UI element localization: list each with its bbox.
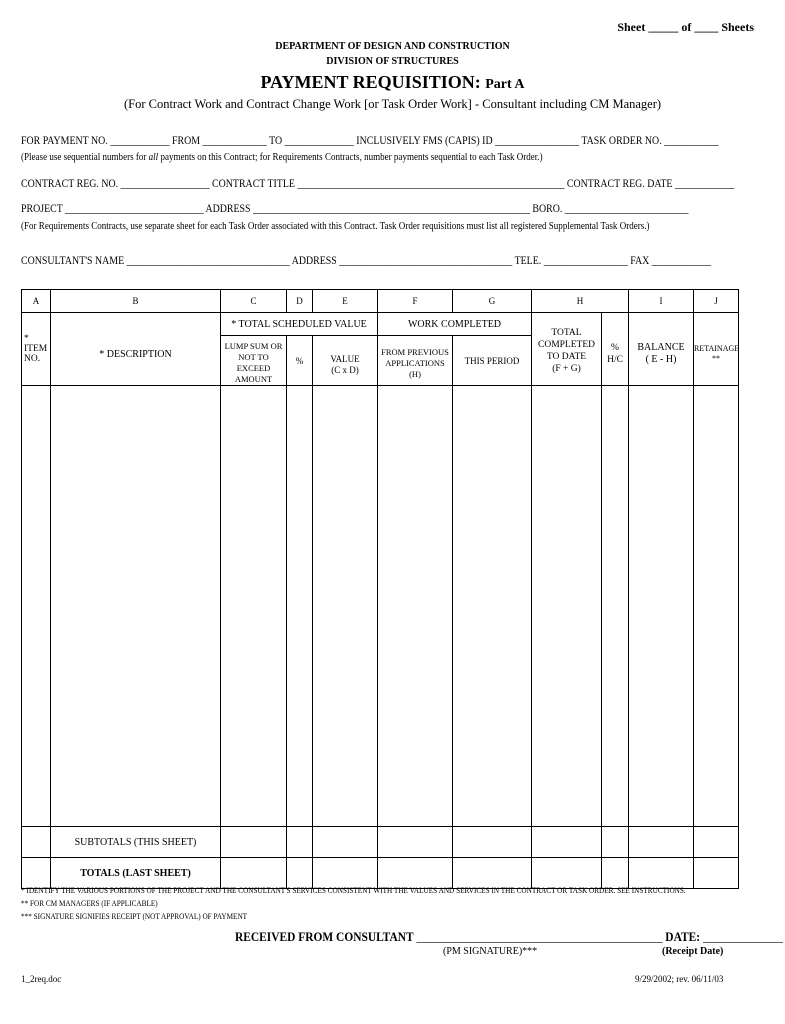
received-label: RECEIVED FROM CONSULTANT — [235, 929, 414, 944]
subtotals-label: SUBTOTALS (THIS SHEET) — [51, 827, 221, 858]
col-letter-j: J — [694, 290, 739, 313]
column-letters-row — [22, 290, 739, 313]
pct-header: % — [287, 336, 313, 386]
balance-header: BALANCE ( E - H) — [629, 313, 694, 386]
col-letter-b: B — [51, 290, 221, 313]
consultant-line: CONSULTANT'S NAME _________________________________ ADDRESS ___________________________________ TELE. _________________ FAX ____________ — [21, 255, 712, 267]
value-header: VALUE (C x D) — [313, 336, 378, 386]
col-letter-c: C — [221, 290, 287, 313]
totals-label: TOTALS (LAST SHEET) — [51, 858, 221, 889]
entry-cell — [22, 386, 51, 827]
description-header: * DESCRIPTION — [51, 313, 221, 386]
col-letter-i: I — [629, 290, 694, 313]
this-period-header: THIS PERIOD — [453, 336, 532, 386]
payment-note-all: all — [148, 152, 159, 163]
signature-blank: ___________________________________________ — [413, 929, 663, 944]
item-no-header: * ITEM NO. — [22, 313, 51, 386]
col-letter-f: F — [378, 290, 453, 313]
title-main: PAYMENT REQUISITION: — [260, 72, 481, 92]
total-scheduled-header: * TOTAL SCHEDULED VALUE — [221, 313, 378, 336]
receipt-date-caption: (Receipt Date) — [662, 946, 724, 957]
total-completed-header: TOTAL COMPLETED TO DATE (F + G) — [532, 313, 602, 386]
date-blank: ______________ — [700, 929, 783, 944]
department-heading: DEPARTMENT OF DESIGN AND CONSTRUCTION — [275, 41, 510, 52]
entry-cell — [51, 386, 221, 827]
entry-cell — [221, 386, 287, 827]
col-letter-g: G — [453, 290, 532, 313]
form-subtitle: (For Contract Work and Contract Change Work [or Task Order Work] - Consultant including CM Manager) — [123, 97, 662, 111]
received-line — [235, 929, 783, 945]
payment-line: FOR PAYMENT NO. ____________ FROM _____________ TO ______________ INCLUSIVELY FMS (CAPIS) ID _________________ TASK ORDER NO. ___________ — [21, 135, 719, 147]
entry-body-row — [22, 386, 739, 827]
contract-line: CONTRACT REG. NO. __________________ CONTRACT TITLE ______________________________________________________ CONTRACT REG. DATE ____________ — [21, 178, 735, 190]
entry-cell — [602, 386, 629, 827]
footnote-1: * IDENTIFY THE VARIOUS PORTIONS OF THE PROJECT AND THE CONSULTANT'S SERVICES CONSISTENT WITH THE VALUES AND SERVICES IN THE CONTRACT OR TASK ORDER. SEE INSTRUCTIONS. — [21, 885, 686, 895]
entry-cell — [629, 386, 694, 827]
entry-cell — [313, 386, 378, 827]
project-line: PROJECT ____________________________ ADDRESS ________________________________________________________ BORO. _________________________ — [21, 203, 689, 215]
requisition-table — [21, 289, 739, 889]
lump-sum-header: LUMP SUM OR NOT TO EXCEED AMOUNT — [221, 336, 287, 386]
work-completed-header: WORK COMPLETED — [378, 313, 532, 336]
col-letter-h: H — [532, 290, 629, 313]
revision-date: 9/29/2002; rev. 06/11/03 — [635, 974, 724, 984]
footnote-3: *** SIGNATURE SIGNIFIES RECEIPT (NOT APPROVAL) OF PAYMENT — [21, 911, 248, 921]
date-label: DATE: — [662, 929, 701, 944]
footnote-2: ** FOR CM MANAGERS (IF APPLICABLE) — [21, 898, 158, 908]
subtotals-row — [22, 827, 739, 858]
entry-cell — [694, 386, 739, 827]
entry-cell — [287, 386, 313, 827]
form-title — [0, 72, 785, 93]
col-letter-e: E — [313, 290, 378, 313]
col-letter-d: D — [287, 290, 313, 313]
pm-signature-caption: (PM SIGNATURE)*** — [443, 946, 538, 957]
division-heading: DIVISION OF STRUCTURES — [326, 56, 459, 67]
totals-row — [22, 858, 739, 889]
pct-hc-header: % H/C — [602, 313, 629, 386]
title-part: Part A — [485, 77, 525, 92]
payment-note: (Please use sequential numbers for all payments on this Contract; for Requirements Contracts, number payments sequential to each Task Order.) — [21, 152, 543, 163]
sheet-count: Sheet _____ of ____ Sheets — [617, 20, 754, 34]
project-note: (For Requirements Contracts, use separate sheet for each Task Order associated with this Contract. Task Order requisitions must list all registered Supplemental Task Orders.) — [21, 221, 650, 232]
col-letter-a: A — [22, 290, 51, 313]
entry-cell — [378, 386, 453, 827]
entry-cell — [453, 386, 532, 827]
entry-cell — [532, 386, 602, 827]
document-filename: 1_2req.doc — [21, 974, 62, 984]
header-row-1 — [22, 313, 739, 336]
from-previous-header: FROM PREVIOUS APPLICATIONS (H) — [378, 336, 453, 386]
retainage-header: RETAINAGE ** — [694, 313, 739, 386]
